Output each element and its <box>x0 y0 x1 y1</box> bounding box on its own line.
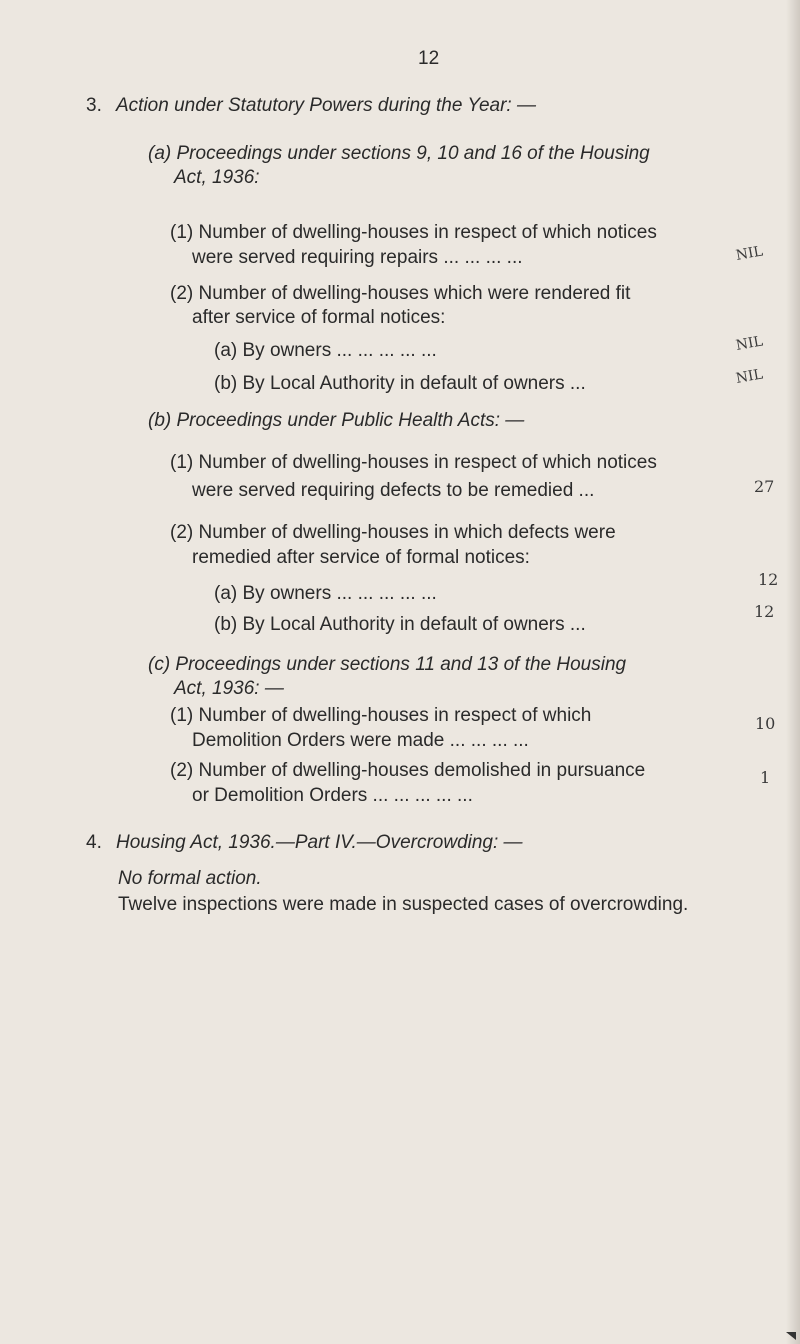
a-item2b-value: NIL <box>734 366 765 387</box>
section-3-title: Action under Statutory Powers during the Year: — <box>116 95 536 116</box>
a-item2-line1: (2) Number of dwelling-houses which were rendered fit <box>170 283 631 304</box>
page-number: 12 <box>418 48 440 69</box>
section-c-heading: (c) Proceedings under sections 11 and 13 of the Housing <box>148 654 627 675</box>
c-item1-line1: (1) Number of dwelling-houses in respect of which <box>170 705 592 726</box>
section-a-heading-cont: Act, 1936: <box>174 167 260 188</box>
a-item1-line1: (1) Number of dwelling-houses in respect of which notices <box>170 222 657 243</box>
section-3-number: 3. <box>86 95 102 116</box>
a-item1-value: NIL <box>734 243 765 264</box>
section-4-inspections: Twelve inspections were made in suspected cases of overcrowding. <box>118 894 689 915</box>
a-item1-line2: were served requiring repairs ... ... ... ... <box>192 247 523 268</box>
section-c-heading-cont: Act, 1936: — <box>174 678 284 699</box>
page-corner-mark <box>786 1332 796 1340</box>
b-item2a-value: 12 <box>758 570 779 589</box>
b-item2b-value: 12 <box>754 602 775 621</box>
b-item2-line2: remedied after service of formal notices: <box>192 547 530 568</box>
page-edge-shadow <box>786 0 800 1344</box>
c-item2-line1: (2) Number of dwelling-houses demolished in pursuance <box>170 760 646 781</box>
b-item2-line1: (2) Number of dwelling-houses in which defects were <box>170 522 616 543</box>
c-item1-value: 10 <box>755 714 776 733</box>
c-item1-line2: Demolition Orders were made ... ... ... ... <box>192 730 529 751</box>
a-item2a: (a) By owners ... ... ... ... ... <box>214 340 437 361</box>
a-item2-line2: after service of formal notices: <box>192 307 446 328</box>
section-4-number: 4. <box>86 832 102 853</box>
section-4-title: Housing Act, 1936.—Part IV.—Overcrowding: — <box>116 832 523 853</box>
section-b-heading: (b) Proceedings under Public Health Acts: — <box>148 410 525 431</box>
c-item2-value: 1 <box>760 768 771 787</box>
b-item2a: (a) By owners ... ... ... ... ... <box>214 583 437 604</box>
c-item2-line2: or Demolition Orders ... ... ... ... ... <box>192 785 473 806</box>
section-4-no-action: No formal action. <box>118 868 262 889</box>
b-item1-line2: were served requiring defects to be remedied ... <box>192 480 595 501</box>
a-item2b: (b) By Local Authority in default of owners ... <box>214 373 586 394</box>
b-item1-line1: (1) Number of dwelling-houses in respect of which notices <box>170 452 657 473</box>
section-a-heading: (a) Proceedings under sections 9, 10 and 16 of the Housing <box>148 143 650 164</box>
b-item2b: (b) By Local Authority in default of owners ... <box>214 614 586 635</box>
b-item1-value: 27 <box>754 477 775 496</box>
a-item2a-value: NIL <box>734 333 765 354</box>
